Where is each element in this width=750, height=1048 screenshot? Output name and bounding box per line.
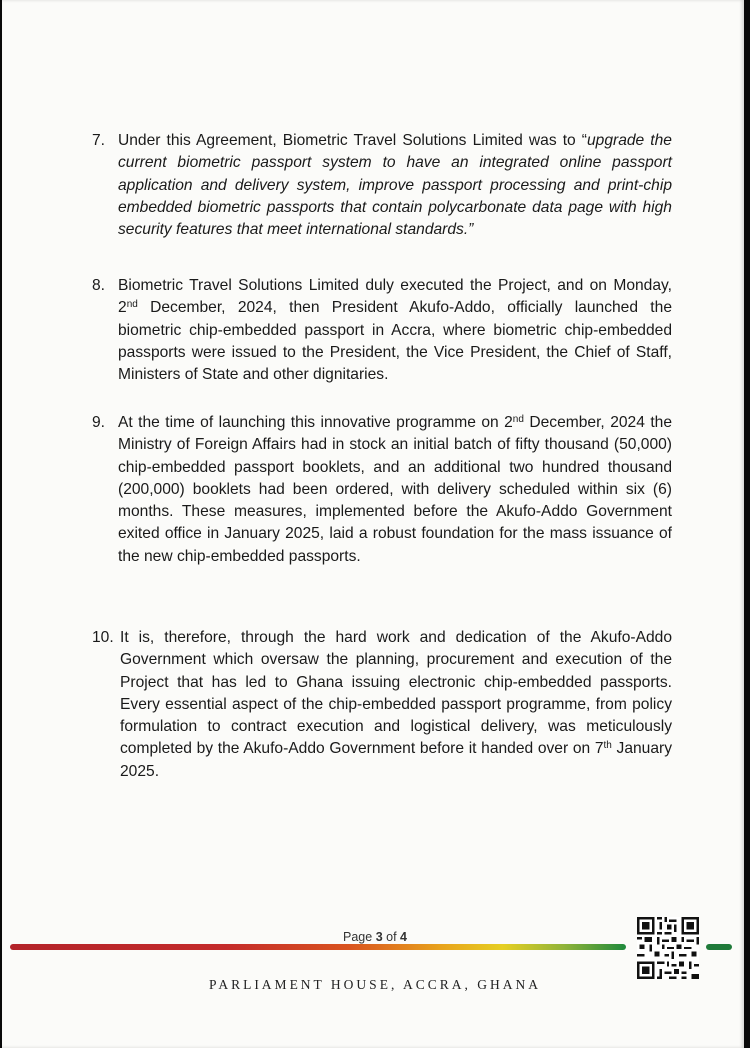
paragraph-body (118, 412, 672, 568)
ordinal-suffix: nd (126, 299, 138, 311)
flag-color-stripe-end (706, 944, 732, 950)
footer-address: PARLIAMENT HOUSE, ACCRA, GHANA (209, 977, 541, 992)
total-pages: 4 (400, 930, 407, 944)
paragraph-number: 10. (92, 629, 114, 646)
paragraph-number: 9. (92, 414, 106, 431)
paragraph-text: At the time of launching this innovative programme on 2 (118, 414, 513, 431)
paragraph-quote: upgrade the current biometric passport system to have an integrated online passport application and delivery system, improve passport processing and print-chip embedded biometric passports that contain polycarbonate data page with high security features that meet international standards.” (118, 132, 672, 239)
paragraph-text: Biometric Travel Solutions Limited duly executed the Project, and on Monday, 2 (118, 277, 672, 317)
paragraph-10 (92, 627, 672, 783)
qr-code-icon (637, 917, 699, 979)
paragraph-8 (92, 275, 672, 386)
flag-color-stripe (10, 944, 626, 950)
paragraph-9 (92, 412, 672, 568)
page-number: Page 3 of 4 (343, 930, 407, 944)
paragraph-text: December, 2024, then President Akufo-Addo, officially launched the biometric chip-embedded passport in Accra, where biometric chip-embedded passports were issued to the President, the Vice President, the Chief of Staff, Ministers of State and other dignitaries. (118, 299, 672, 384)
paragraph-text: January 2025. (120, 740, 672, 780)
paragraph-number: 8. (92, 277, 106, 294)
paragraph-text: Under this Agreement, Biometric Travel Solutions Limited was to “ (118, 132, 587, 149)
paragraph-text: It is, therefore, through the hard work and dedication of the Akufo-Addo Government which oversaw the planning, procurement and execution of the Project that has led to Ghana issuing electronic chip-embedded passports. Every essential aspect of the chip-embedded passport programme, from policy formulation to contract execution and logistical delivery, was meticulously completed by the Akufo-Addo Government before it handed over on 7 (120, 629, 672, 758)
ordinal-suffix: th (603, 740, 612, 752)
ordinal-suffix: nd (512, 414, 524, 425)
paragraph-number: 7. (92, 132, 106, 149)
current-page: 3 (375, 930, 383, 944)
paragraph-7 (92, 130, 672, 241)
paragraph-body (118, 130, 672, 241)
paragraph-body (118, 275, 672, 386)
document-page (2, 0, 744, 1048)
paragraph-body (120, 627, 672, 783)
paragraph-text: December, 2024 the Ministry of Foreign Affairs had in stock an initial batch of fifty thousand (50,000) chip-embedded passport booklets, and an additional two hundred thousand (200,000) booklets had been ordered, with delivery scheduled within six (6) months. These measures, implemented before the Akufo-Addo Government exited office in January 2025, laid a robust foundation for the mass issuance of the new chip-embedded passports. (118, 414, 672, 565)
